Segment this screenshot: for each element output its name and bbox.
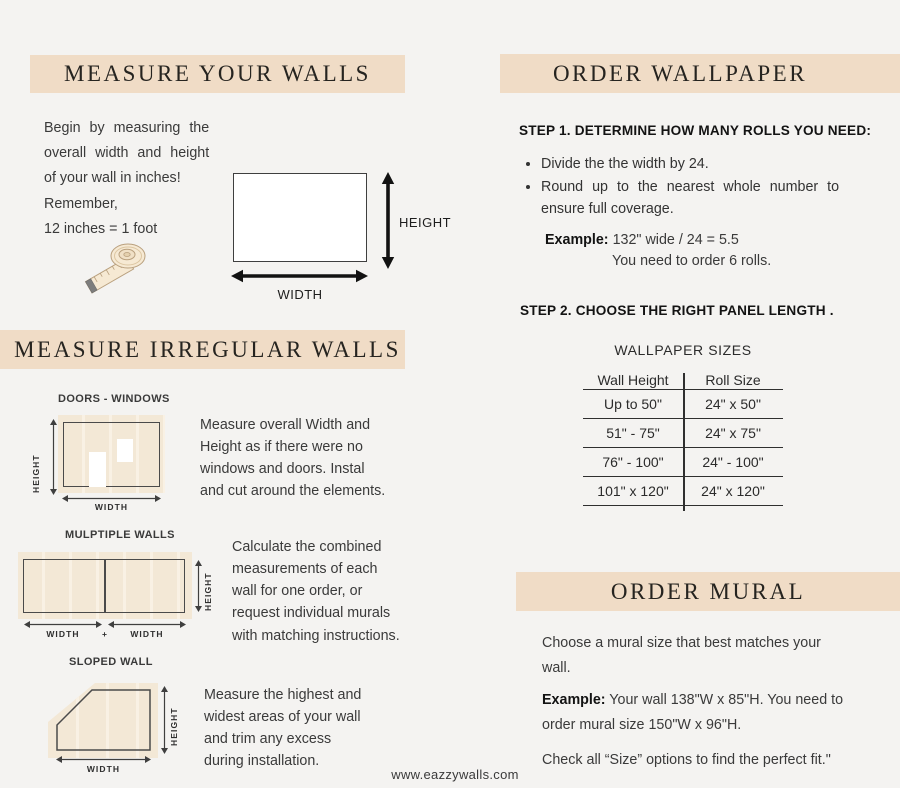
remember-note (44, 192, 157, 242)
intro-paragraph (44, 116, 226, 191)
width-arrow-icon (108, 620, 186, 629)
bullet-item (541, 176, 871, 220)
text-line: Measure overall Width and (200, 417, 371, 433)
width-arrow-icon (231, 268, 368, 284)
door-shape (89, 452, 106, 487)
width-label: WIDTH (86, 764, 121, 774)
intro-line: of your wall in inches! (44, 170, 181, 187)
order-mural-title: ORDER MURAL (610, 578, 806, 604)
window-shape (117, 439, 133, 462)
intro-line: Begin by measuring the (44, 120, 210, 136)
mural-example (542, 688, 872, 739)
website-footer: www.eazzywalls.com (391, 767, 519, 782)
step1-example (545, 230, 771, 273)
wall-outline (63, 422, 160, 487)
text-line: Choose a mural size that best matches your (542, 635, 821, 651)
wallpaper-sizes-title: WALLPAPER SIZES (614, 342, 752, 358)
step1-heading: STEP 1. DETERMINE HOW MANY ROLLS YOU NEED: (519, 123, 872, 138)
mural-size-note: Check all “Size” options to find the perfect fit." (542, 752, 831, 768)
text-line: Measure the highest and (204, 687, 362, 703)
text-line: with matching instructions. (232, 627, 400, 644)
wall-divider (104, 559, 106, 613)
height-arrow-icon (49, 419, 58, 495)
example-text: Your wall 138"W x 85"H. You need to (609, 692, 844, 708)
table-cell: 24" x 120" (701, 483, 765, 499)
plus-label: + (101, 629, 109, 639)
example-line (545, 230, 771, 251)
measure-irregular-walls-header (0, 330, 405, 369)
table-column-divider (683, 373, 685, 511)
example-value: 132" wide / 24 = 5.5 (612, 232, 739, 248)
width-label: WIDTH (46, 629, 80, 639)
width-arrow-icon (56, 755, 151, 764)
order-wallpaper-header (500, 54, 900, 93)
measure-your-walls-title: MEASURE YOUR WALLS (64, 61, 371, 86)
step1-bullet-list (524, 153, 871, 221)
table-cell: 76" - 100" (602, 454, 664, 470)
width-arrow-icon (24, 620, 102, 629)
text-line: Calculate the combined (232, 539, 382, 555)
multiple-walls-diagram (18, 552, 192, 619)
text-line: during installation. (204, 753, 320, 770)
bullet-text: ensure full coverage. (541, 201, 674, 218)
example-line: You need to order 6 rolls. (612, 253, 772, 270)
wall-diagram-rectangle (233, 173, 367, 262)
text-line: and trim any excess (204, 731, 332, 748)
text-line: Height as if there were no (200, 439, 363, 456)
column-header: Wall Height (597, 372, 669, 388)
text-line: wall for one order, or (232, 583, 363, 600)
text-line: measurements of each (232, 561, 378, 578)
doors-windows-diagram (58, 415, 165, 493)
text-line: widest areas of your wall (204, 709, 361, 726)
bullet-text: Divide the the width by 24. (541, 156, 709, 172)
height-arrow-icon (380, 172, 396, 269)
example-line: order mural size 150"W x 96"H. (542, 717, 742, 734)
sloped-wall-diagram (46, 680, 162, 760)
remember-line: 12 inches = 1 foot (44, 221, 158, 238)
order-mural-header (516, 572, 900, 611)
height-arrow-icon (194, 560, 203, 612)
text-line: and cut around the elements. (200, 483, 386, 500)
step2-heading: STEP 2. CHOOSE THE RIGHT PANEL LENGTH . (520, 303, 834, 318)
table-cell: 101" x 120" (597, 483, 669, 499)
multiple-walls-text (232, 536, 427, 647)
width-label: WIDTH (130, 629, 164, 639)
table-cell: Up to 50" (604, 396, 662, 412)
remember-line: Remember, (44, 196, 118, 212)
bullet-item (541, 153, 871, 175)
height-label: HEIGHT (31, 454, 41, 493)
example-label: Example: (545, 232, 609, 248)
text-line: request individual murals (232, 605, 391, 622)
width-label: WIDTH (94, 502, 129, 512)
height-arrow-icon (160, 686, 169, 754)
height-label: HEIGHT (169, 707, 179, 746)
table-cell: 51" - 75" (606, 425, 660, 441)
table-cell: 24" x 75" (705, 425, 761, 441)
text-line: windows and doors. Instal (200, 461, 365, 478)
doors-windows-label: DOORS - WINDOWS (58, 393, 170, 405)
order-wallpaper-title: ORDER WALLPAPER (552, 60, 808, 86)
doors-windows-text (200, 414, 395, 503)
bullet-text: • Round up to the nearest whole number to (541, 179, 840, 196)
example-label: Example: (542, 692, 606, 708)
intro-line: overall width and height (44, 145, 210, 162)
table-cell: 24" - 100" (702, 454, 764, 470)
height-label: HEIGHT (399, 215, 452, 230)
measuring-tape-icon (76, 236, 171, 298)
width-label: WIDTH (277, 287, 323, 302)
measure-your-walls-header (30, 55, 405, 93)
text-line: wall. (542, 660, 571, 677)
wallpaper-sizes-table (583, 371, 783, 506)
example-line (542, 688, 872, 713)
mural-intro-text (542, 631, 857, 682)
sloped-wall-label: SLOPED WALL (69, 656, 153, 668)
table-cell: 24" x 50" (705, 396, 761, 412)
multiple-walls-label: MULPTIPLE WALLS (65, 529, 175, 541)
measure-irregular-walls-title: MEASURE IRREGULAR WALLS (14, 336, 401, 362)
height-label: HEIGHT (203, 572, 213, 611)
column-header: Roll Size (705, 372, 761, 388)
sloped-wall-text (204, 684, 394, 773)
